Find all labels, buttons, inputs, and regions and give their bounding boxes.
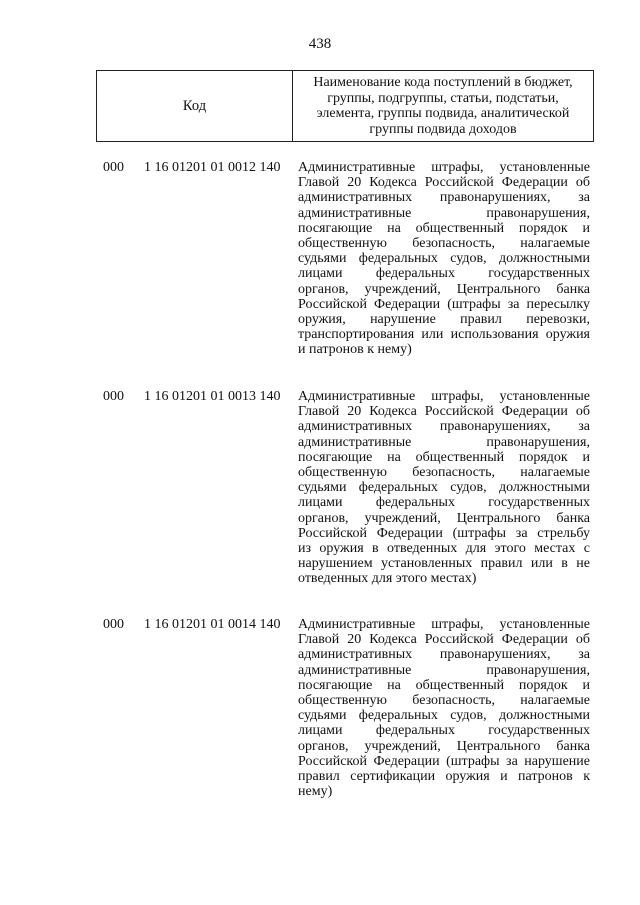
description-line: Главой 20 Кодекса Российской Федерации об	[298, 404, 590, 420]
description-line: из оружия в отведенных для этого местах с	[298, 541, 590, 557]
description-line: Российской Федерации (штрафы за стрельбу	[298, 525, 590, 541]
description-line: административные правонарушения,	[298, 662, 590, 678]
description-line: отведенных для этого местах)	[298, 571, 477, 587]
description-line: нему)	[298, 784, 333, 800]
admin-code: 000	[103, 160, 124, 175]
description-line: лицами федеральных государственных	[298, 495, 590, 511]
description-line: общественную безопасность, налагаемые	[298, 465, 590, 481]
description-line: административных правонарушениях, за	[298, 419, 590, 435]
description-line: административных правонарушениях, за	[298, 647, 590, 663]
description-line: и патронов к нему)	[298, 342, 412, 358]
description-line: Административные штрафы, установленные	[298, 160, 590, 175]
description-line: Российской Федерации (штрафы за нарушение	[298, 753, 590, 769]
description-line: органов, учреждений, Центрального банка	[298, 281, 590, 297]
description-line: Административные штрафы, установленные	[298, 389, 590, 404]
description-line: органов, учреждений, Центрального банка	[298, 738, 590, 754]
description-line: органов, учреждений, Центрального банка	[298, 510, 590, 526]
description-line: Российской Федерации (штрафы за пересылку	[298, 296, 590, 312]
description-line: Главой 20 Кодекса Российской Федерации об	[298, 175, 590, 191]
revenue-description	[298, 617, 590, 799]
description-line: правил сертификации оружия и патронов к	[298, 769, 590, 785]
description-line: судьями федеральных судов, должностными	[298, 708, 590, 724]
description-line: Главой 20 Кодекса Российской Федерации об	[298, 632, 590, 648]
description-line: судьями федеральных судов, должностными	[298, 251, 590, 267]
description-line: Административные штрафы, установленные	[298, 617, 590, 632]
description-line: оружия, нарушение правил перевозки,	[298, 312, 590, 328]
description-line: общественную безопасность, налагаемые	[298, 693, 590, 709]
description-line: административные правонарушения,	[298, 205, 590, 221]
revenue-description	[298, 160, 590, 358]
description-line: посягающие на общественный порядок и	[298, 220, 590, 236]
revenue-code: 1 16 01201 01 0012 140	[144, 160, 281, 175]
description-line: административные правонарушения,	[298, 434, 590, 450]
header-name-cell: Наименование кода поступлений в бюджет, группы, подгруппы, статьи, подстатьи, элемента, группы подвида, аналитической группы подвида доходов	[313, 75, 573, 137]
table-header	[96, 70, 594, 142]
description-line: административных правонарушениях, за	[298, 190, 590, 206]
page-number: 438	[308, 36, 332, 52]
revenue-description	[298, 389, 590, 587]
revenue-code: 1 16 01201 01 0014 140	[144, 617, 281, 632]
description-line: лицами федеральных государственных	[298, 266, 590, 282]
admin-code: 000	[103, 617, 124, 632]
admin-code: 000	[103, 389, 124, 404]
description-line: судьями федеральных судов, должностными	[298, 480, 590, 496]
description-line: нарушением установленных правил или в не	[298, 556, 590, 572]
description-line: посягающие на общественный порядок и	[298, 677, 590, 693]
description-line: лицами федеральных государственных	[298, 723, 590, 739]
description-line: транспортирования или использования оружия	[298, 327, 590, 343]
description-line: общественную безопасность, налагаемые	[298, 236, 590, 252]
header-code-cell: Код	[97, 71, 293, 141]
revenue-code: 1 16 01201 01 0013 140	[144, 389, 281, 404]
description-line: посягающие на общественный порядок и	[298, 449, 590, 465]
